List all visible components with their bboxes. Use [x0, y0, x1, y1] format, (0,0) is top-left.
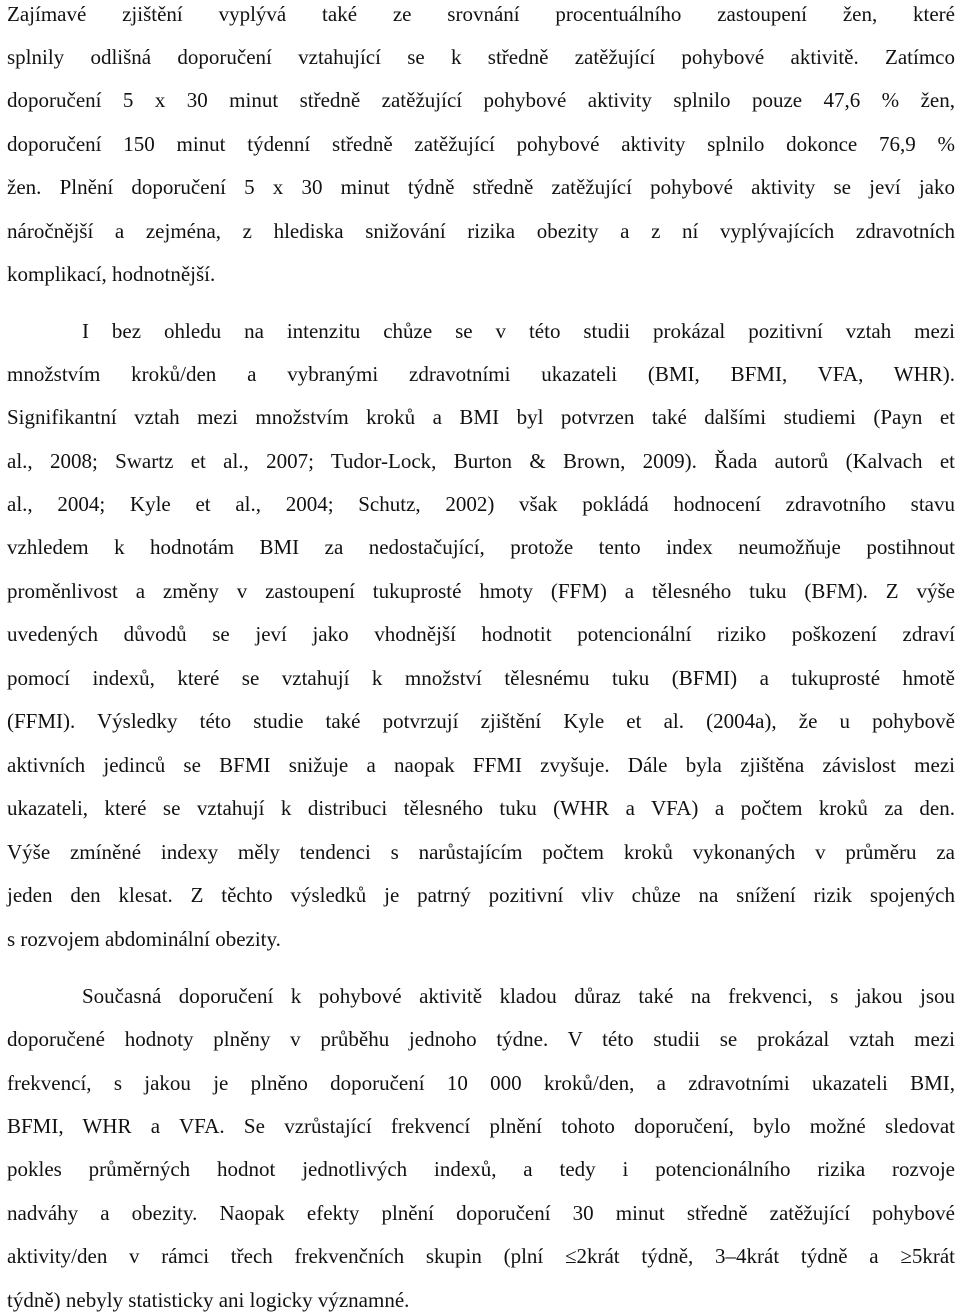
paragraph-line: Signifikantní vztah mezi množstvím kroků a BMI byl potvrzen také dalšími studiemi (Payn et: [7, 405, 955, 429]
paragraph-line: frekvencí, s jakou je plněno doporučení 10 000 kroků/den, a zdravotními ukazateli BMI,: [7, 1071, 955, 1095]
paragraph-line: aktivity/den v rámci třech frekvenčních skupin (plní ≤2krát týdně, 3–4krát týdně a ≥5krát: [7, 1244, 955, 1268]
paragraph-line: Zajímavé zjištění vyplývá také ze srovnání procentuálního zastoupení žen, které: [7, 2, 955, 26]
paragraph-line: al., 2004; Kyle et al., 2004; Schutz, 2002) však pokládá hodnocení zdravotního stavu: [7, 492, 955, 516]
paragraph-line: proměnlivost a změny v zastoupení tukuprosté hmoty (FFM) a tělesného tuku (BFM). Z výše: [7, 579, 955, 603]
paragraph-line: žen. Plnění doporučení 5 x 30 minut týdně středně zatěžující pohybové aktivity se jeví jako: [7, 175, 955, 199]
paragraph-line: doporučení 150 minut týdenní středně zatěžující pohybové aktivity splnilo dokonce 76,9 %: [7, 132, 955, 156]
paragraph-line: aktivních jedinců se BFMI snižuje a naopak FFMI zvyšuje. Dále byla zjištěna závislost mezi: [7, 753, 955, 777]
paragraph-line: vzhledem k hodnotám BMI za nedostačující, protože tento index neumožňuje postihnout: [7, 535, 955, 559]
paragraph-line: doporučení 5 x 30 minut středně zatěžující pohybové aktivity splnilo pouze 47,6 % žen,: [7, 88, 955, 112]
paragraph-line: (FFMI). Výsledky této studie také potvrzují zjištění Kyle et al. (2004a), že u pohybově: [7, 709, 955, 733]
paragraph-line: doporučené hodnoty plněny v průběhu jednoho týdne. V této studii se prokázal vztah mezi: [7, 1027, 955, 1051]
paragraph-line: s rozvojem abdominální obezity.: [7, 927, 281, 951]
paragraph-line: týdně) nebyly statisticky ani logicky významné.: [7, 1288, 410, 1312]
paragraph-line: al., 2008; Swartz et al., 2007; Tudor-Lock, Burton & Brown, 2009). Řada autorů (Kalvach et: [7, 449, 955, 473]
paragraph-line: I bez ohledu na intenzitu chůze se v této studii prokázal pozitivní vztah mezi: [82, 319, 955, 343]
paragraph-line: nadváhy a obezity. Naopak efekty plnění doporučení 30 minut středně zatěžující pohybové: [7, 1201, 955, 1225]
paragraph-line: náročnější a zejména, z hlediska snižování rizika obezity a z ní vyplývajících zdravotních: [7, 219, 955, 243]
paragraph-line: pokles průměrných hodnot jednotlivých indexů, a tedy i potencionálního rizika rozvoje: [7, 1157, 955, 1181]
paragraph-line: Výše zmíněné indexy měly tendenci s narůstajícím počtem kroků vykonaných v průměru za: [7, 840, 955, 864]
paragraph-line: BFMI, WHR a VFA. Se vzrůstající frekvencí plnění tohoto doporučení, bylo možné sledovat: [7, 1114, 955, 1138]
paragraph-line: množstvím kroků/den a vybranými zdravotními ukazateli (BMI, BFMI, VFA, WHR).: [7, 362, 955, 386]
paragraph-line: ukazateli, které se vztahují k distribuci tělesného tuku (WHR a VFA) a počtem kroků za den.: [7, 796, 955, 820]
paragraph-line: jeden den klesat. Z těchto výsledků je patrný pozitivní vliv chůze na snížení rizik spojených: [7, 883, 955, 907]
paragraph-line: pomocí indexů, které se vztahují k množství tělesnému tuku (BFMI) a tukuprosté hmotě: [7, 666, 955, 690]
paragraph-line: komplikací, hodnotnější.: [7, 262, 216, 286]
paragraph-line: uvedených důvodů se jeví jako vhodnější hodnotit potencionální riziko poškození zdraví: [7, 622, 955, 646]
paragraph-line: Současná doporučení k pohybové aktivitě kladou důraz také na frekvenci, s jakou jsou: [82, 984, 955, 1008]
paragraph-line: splnily odlišná doporučení vztahující se k středně zatěžující pohybové aktivitě. Zatímco: [7, 45, 955, 69]
